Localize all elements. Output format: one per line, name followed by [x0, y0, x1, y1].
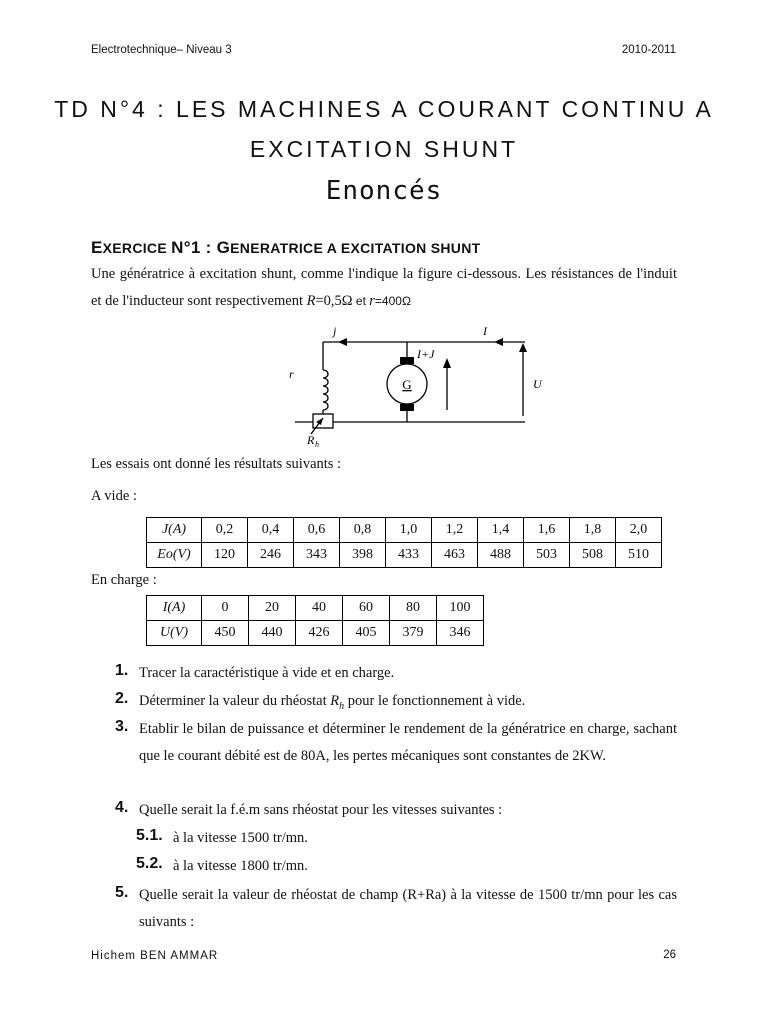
question-number: 5. [115, 884, 129, 901]
brush-bottom [400, 404, 414, 411]
value-r: =400Ω [374, 294, 411, 308]
intro-text: Une génératrice à excitation shunt, comme l'indique la figure ci-dessous. Les résistances de l'induit et de l'inducteur sont respectivement [91, 266, 677, 309]
field-coil [323, 370, 328, 410]
table-cell: 60 [343, 596, 390, 621]
arrow-U [519, 343, 527, 352]
table-row [147, 621, 484, 646]
question-number: 1. [115, 662, 129, 679]
table-cell: 1,2 [432, 518, 478, 543]
table-cell: 405 [343, 621, 390, 646]
page-title: TD N°4 : LES MACHINES A COURANT CONTINU A [54, 96, 714, 122]
var-r: r [369, 293, 375, 309]
question-1: Tracer la caractéristique à vide et en charge. [139, 665, 395, 681]
question-number: 5.2. [136, 855, 163, 872]
table-cell: 20 [249, 596, 296, 621]
label-j: j [333, 324, 337, 338]
table-cell: 0,4 [248, 518, 294, 543]
question-number: 4. [115, 799, 129, 816]
table-cell: 426 [296, 621, 343, 646]
header-year: 2010-2011 [621, 44, 676, 56]
table-cell: 379 [390, 621, 437, 646]
row-label-J: J(A) [147, 518, 202, 543]
table-cell: 343 [294, 543, 340, 568]
results-intro: Les essais ont donné les résultats suivants : [91, 456, 342, 472]
exercise-intro [91, 261, 677, 315]
arrow-I [494, 338, 503, 346]
label-Rh-sub: h [315, 440, 319, 448]
label-r: r [289, 367, 294, 381]
table-cell: 246 [248, 543, 294, 568]
rheostat [313, 414, 333, 428]
table-cell: 40 [296, 596, 343, 621]
table-cell: 0 [202, 596, 249, 621]
table-cell: 433 [386, 543, 432, 568]
table-cell: 510 [616, 543, 662, 568]
label-I: I [483, 324, 487, 338]
table-cell: 0,8 [340, 518, 386, 543]
question-4-1: à la vitesse 1500 tr/mn. [173, 830, 308, 846]
wiper-head [316, 418, 323, 425]
no-load-label: A vide : [91, 488, 137, 504]
table-cell: 463 [432, 543, 478, 568]
table-cell: 1,6 [524, 518, 570, 543]
table-cell: 503 [524, 543, 570, 568]
brush-top [400, 357, 414, 364]
header-course: Electrotechnique– Niveau 3 [91, 44, 232, 56]
table-row [147, 518, 662, 543]
question-number: 2. [115, 690, 129, 707]
no-load-table [146, 517, 662, 568]
table-cell: 398 [340, 543, 386, 568]
and-word: et [352, 294, 370, 308]
label-G: G [402, 377, 412, 392]
circuit-diagram [285, 322, 545, 448]
label-Rh: R [307, 433, 315, 447]
question-2: Déterminer la valeur du rhéostat $R_h$ pour le fonctionnement à vide. [139, 693, 526, 712]
table-cell: 0,6 [294, 518, 340, 543]
row-label-I: I(A) [147, 596, 202, 621]
table-cell: 2,0 [616, 518, 662, 543]
page-subtitle: Enoncés [325, 176, 443, 206]
table-row [147, 543, 662, 568]
load-table [146, 595, 484, 646]
row-label-Eo: Eo(V) [147, 543, 202, 568]
footer-author: Hichem BEN AMMAR [91, 950, 219, 962]
table-cell: 508 [570, 543, 616, 568]
exercise-heading [91, 238, 480, 258]
heading-initial: E [91, 238, 103, 257]
var-R: R [306, 293, 316, 309]
question-number: 5.1. [136, 827, 163, 844]
table-cell: 488 [478, 543, 524, 568]
row-label-U: U(V) [147, 621, 202, 646]
table-cell: 0,2 [202, 518, 248, 543]
question-5: Quelle serait la valeur de rhéostat de champ (R+Ra) à la vitesse de 1500 tr/mn pour les cas suivants : [139, 887, 677, 930]
table-cell: 100 [437, 596, 484, 621]
heading-number: N°1 : [171, 238, 212, 257]
table-cell: 80 [390, 596, 437, 621]
label-IJ: I+J [417, 347, 435, 361]
heading-rest: ENERATRICE A EXCITATION SHUNT [230, 240, 481, 256]
question-4: Quelle serait la f.é.m sans rhéostat pour les vitesses suivantes : [139, 802, 503, 818]
table-cell: 440 [249, 621, 296, 646]
table-cell: 1,0 [386, 518, 432, 543]
load-label: En charge : [91, 572, 157, 588]
heading-initial-g: G [211, 238, 231, 257]
page-number: 26 [663, 949, 676, 961]
table-row [147, 596, 484, 621]
arrow-j [338, 338, 347, 346]
page-title-line2: EXCITATION SHUNT [249, 136, 519, 162]
table-cell: 1,8 [570, 518, 616, 543]
table-cell: 1,4 [478, 518, 524, 543]
table-cell: 346 [437, 621, 484, 646]
table-cell: 450 [202, 621, 249, 646]
label-U: U [533, 377, 542, 391]
question-number: 3. [115, 718, 129, 735]
arrow-IJ [443, 358, 451, 368]
question-4-2: à la vitesse 1800 tr/mn. [173, 858, 308, 874]
heading-part: XERCICE [102, 240, 172, 256]
table-cell: 120 [202, 543, 248, 568]
value-R: =0,5Ω [315, 293, 353, 309]
question-3: Etablir le bilan de puissance et déterminer le rendement de la génératrice en charge, sachant que le courant débité est de 80A, les pertes mécaniques sont constantes de 2KW. [139, 721, 677, 764]
